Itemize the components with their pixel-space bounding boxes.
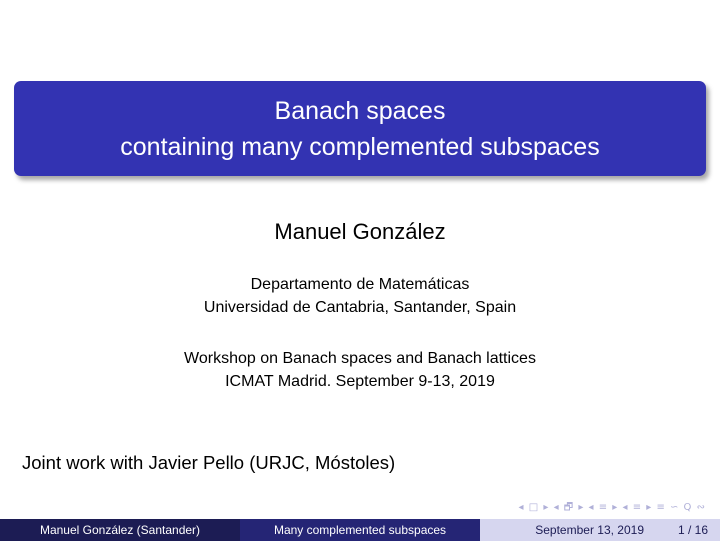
footer-author: Manuel González (Santander): [0, 519, 240, 541]
institution-block: [0, 273, 720, 319]
footer-date-page: [480, 519, 720, 541]
footer-short-title: Many complemented subspaces: [240, 519, 480, 541]
title-line-2: containing many complemented subspaces: [120, 132, 600, 161]
author-name: Manuel González: [274, 219, 446, 244]
footer-page-number: 1 / 16: [677, 523, 709, 537]
institution-line-2: Universidad de Cantabria, Santander, Spain: [203, 299, 517, 316]
institution-line-1: Departamento de Matemáticas: [250, 276, 470, 293]
event-line-1: Workshop on Banach spaces and Banach lattices: [184, 350, 536, 367]
beamer-navigation-icons[interactable]: ◂ □ ▸ ◂ 🗗 ▸ ◂ ≡ ▸ ◂ ≡ ▸ ≡ ∽ Q ∾: [518, 502, 706, 513]
title-line-1: Banach spaces: [274, 96, 446, 125]
footer-bar: [0, 519, 720, 541]
event-line-2: ICMAT Madrid. September 9-13, 2019: [225, 373, 495, 390]
footer-date: September 13, 2019: [535, 523, 644, 537]
title-block: [14, 81, 706, 176]
joint-work-note: Joint work with Javier Pello (URJC, Móstoles): [22, 452, 396, 473]
event-block: [0, 347, 720, 393]
